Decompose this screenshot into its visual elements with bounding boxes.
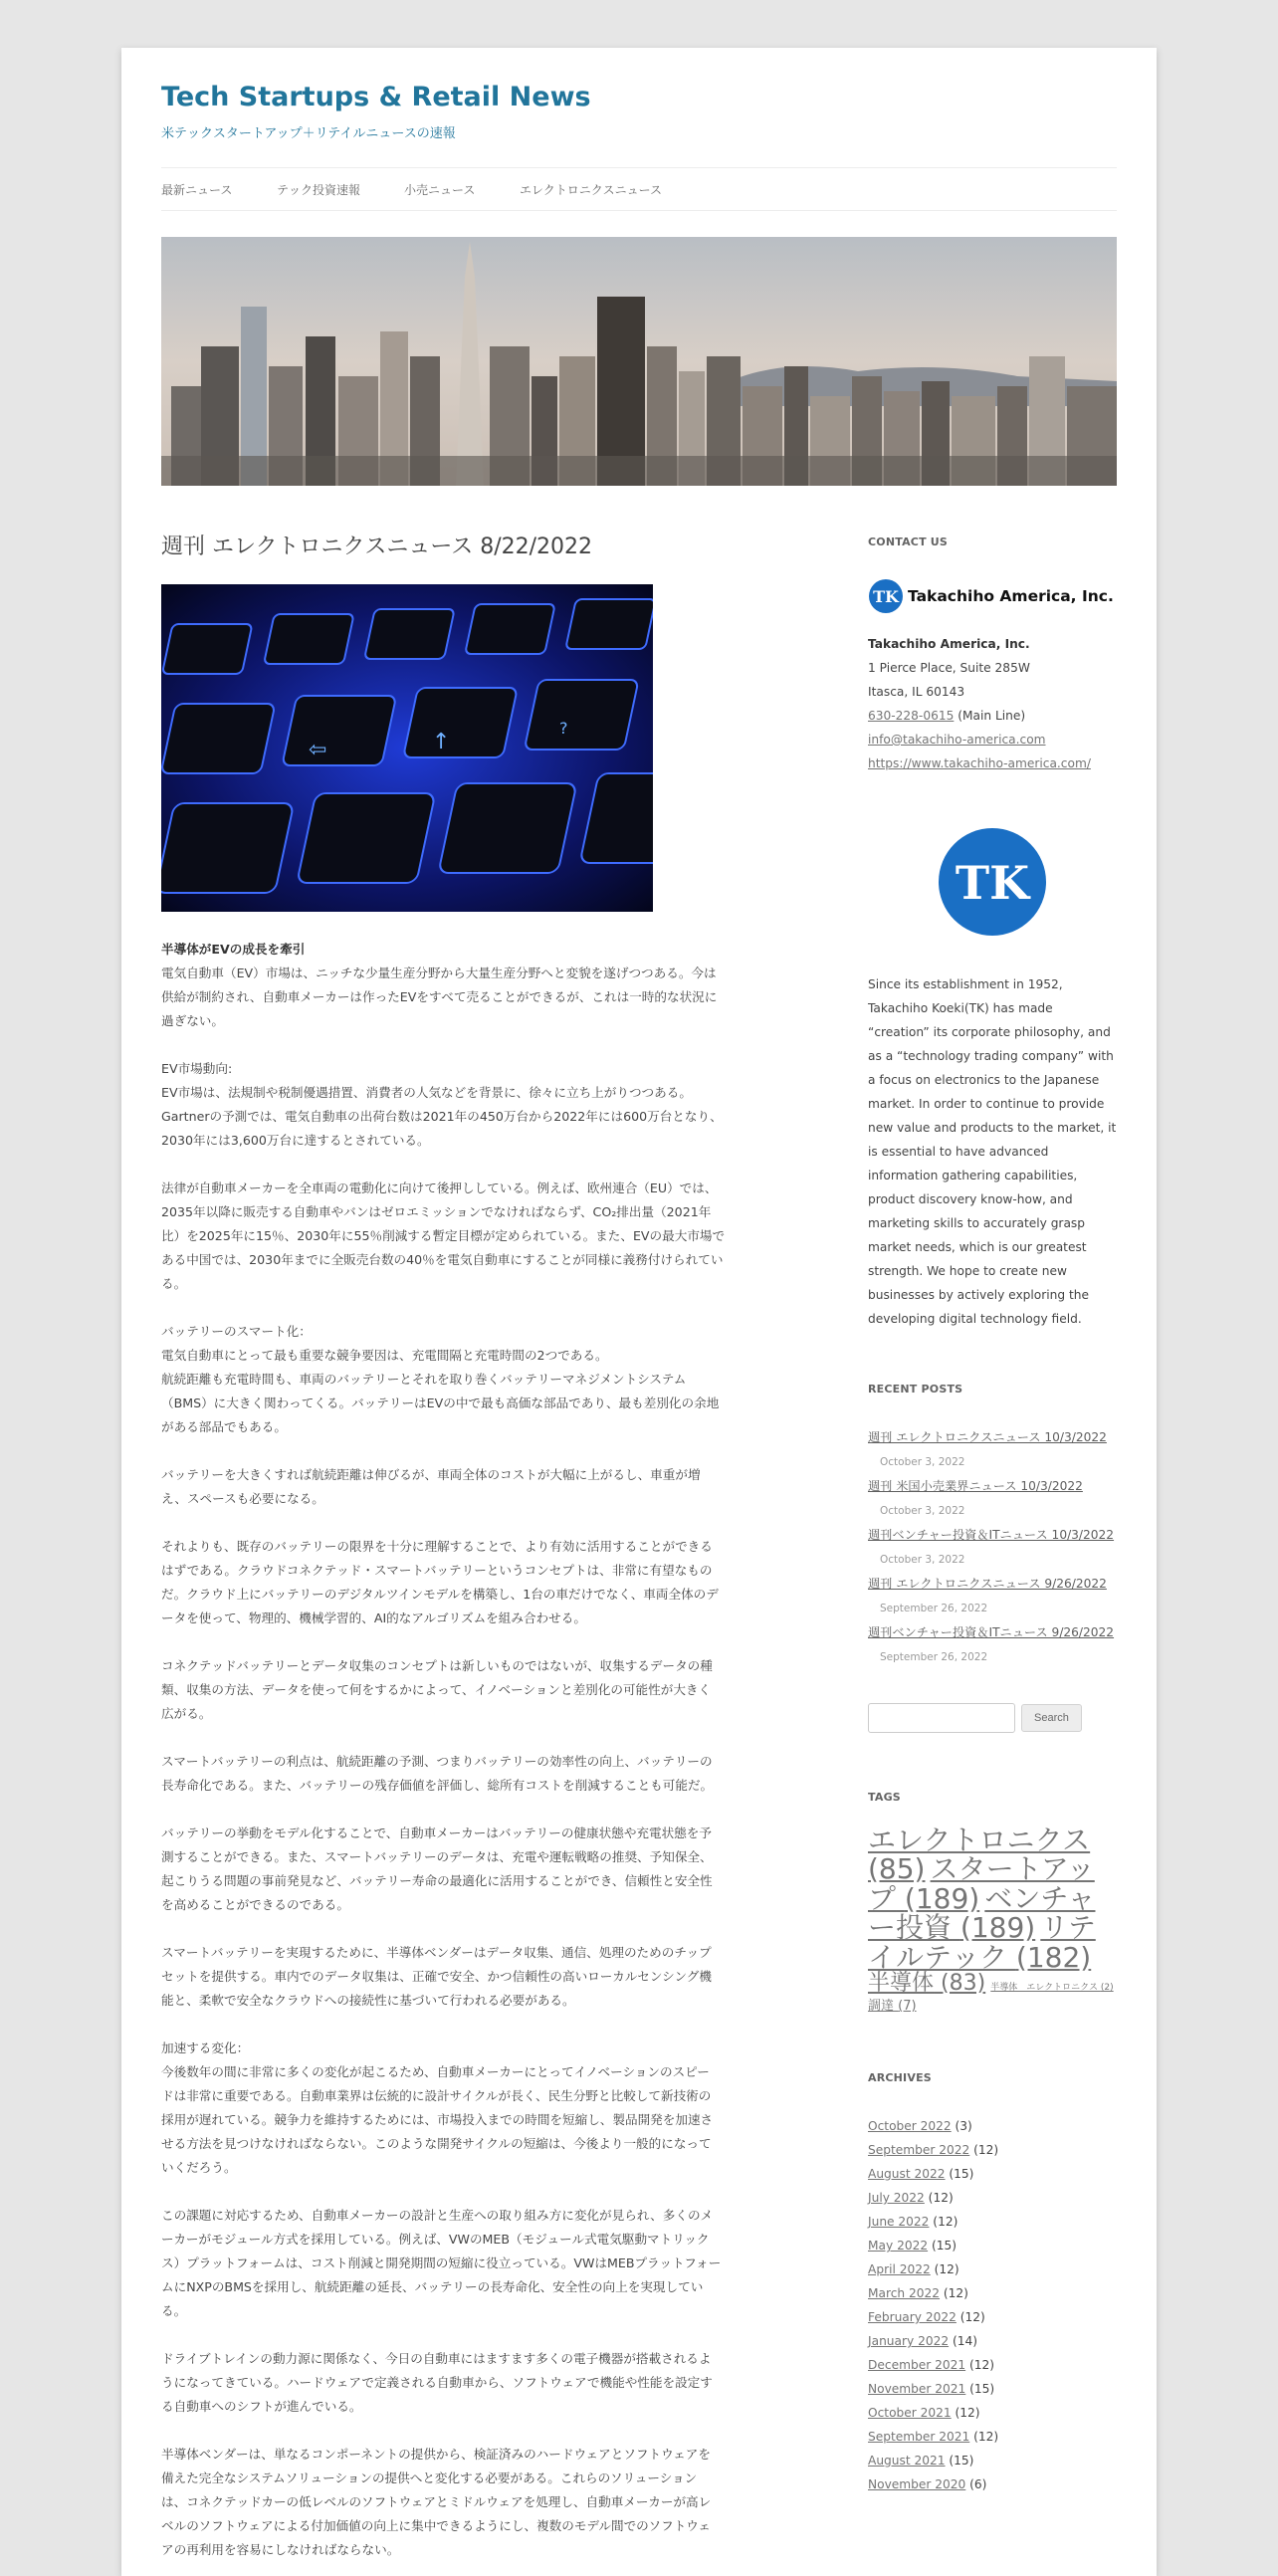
- article-paragraph: [161, 2443, 784, 2562]
- contact-email-line: [868, 728, 1117, 751]
- recent-post-date: September 26, 2022: [880, 1603, 988, 1614]
- archive-count: (12): [930, 2262, 959, 2277]
- archive-count: (12): [940, 2286, 968, 2301]
- archive-link[interactable]: February 2022: [868, 2310, 957, 2325]
- article-text: 半導体ベンダーは、単なるコンポーネントの提供から、検証済みのハードウェアとソフトウェアを 備えた完全なシステムソリューションの提供へと変化する必要がある。これらのソリューション は、コネクテッドカーの低レベルのソフトウェアとミドルウェアを処理し、自動車メーカーが高レ ベルのソフトウェアによる付加価値の向上に集中できるようにし、複数のモデル間でのソフトウェ アの再利用を容易にしなければならない。: [161, 2446, 712, 2557]
- tk-logo-icon: [868, 578, 904, 614]
- contact-logo: [868, 578, 1117, 614]
- archive-link[interactable]: November 2020: [868, 2477, 966, 2492]
- archive-item: [868, 2449, 1117, 2472]
- header-skyline-image: [161, 237, 1117, 486]
- nav-item-retail[interactable]: 小売ニュース: [404, 183, 476, 197]
- tk-large-logo: [868, 827, 1117, 937]
- archive-link[interactable]: September 2022: [868, 2143, 970, 2158]
- article-paragraph: [161, 2347, 784, 2419]
- article-subheading: 半導体がEVの成長を牽引: [161, 941, 306, 957]
- archive-count: (12): [929, 2215, 958, 2230]
- contact-phone-link[interactable]: 630-228-0615: [868, 709, 955, 723]
- sidebar: [868, 536, 1117, 2496]
- article-text: それよりも、既存のバッテリーの限界を十分に理解することで、より有効に活用することができる はずである。クラウドコネクテッド・スマートバッテリーというコンセプトは、非常に有望なもの だ。クラウド上にバッテリーのデジタルツインモデルを構築し、1台の車だけでなく、車両全体のデ ータを使って、物理的、機械学習的、AI的なアルゴリズムを組み合わせる。: [161, 1538, 719, 1625]
- archive-count: (12): [969, 2143, 999, 2158]
- archive-link[interactable]: October 2022: [868, 2119, 952, 2134]
- article-paragraph: [161, 2037, 784, 2180]
- tag-label: エレクトロニクス: [868, 1824, 1091, 1856]
- search-button[interactable]: Search: [1021, 1704, 1082, 1732]
- recent-post-link[interactable]: 週刊ベンチャー投資＆ITニュース 10/3/2022: [868, 1528, 1115, 1542]
- archive-item: [868, 2353, 1117, 2377]
- archive-link[interactable]: October 2021: [868, 2406, 952, 2421]
- archive-item: [868, 2138, 1117, 2162]
- contact-url-link[interactable]: https://www.takachiho-america.com/: [868, 756, 1091, 770]
- archive-item: [868, 2281, 1117, 2305]
- recent-post-item: [868, 1523, 1117, 1572]
- archive-count: (15): [945, 2454, 974, 2469]
- archive-item: [868, 2210, 1117, 2234]
- site-title[interactable]: Tech Startups & Retail News: [161, 82, 591, 112]
- archive-item: [868, 2472, 1117, 2496]
- tag-count: (85): [868, 1852, 926, 1886]
- article-paragraph: [161, 1535, 784, 1630]
- archive-link[interactable]: July 2022: [868, 2191, 925, 2206]
- recent-post-item: [868, 1620, 1117, 1669]
- article-text: EV市場動向: EV市場は、法規制や税制優遇措置、消費者の人気などを背景に、徐々に立ち上がりつつある。 Gartnerの予測では、電気自動車の出荷台数は2021年の450万台から2022年には600万台となり、 2030年には3,600万台に達するとされている。: [161, 1060, 723, 1148]
- article-text: 電気自動車（EV）市場は、ニッチな少量生産分野から大量生産分野へと変貌を遂げつつある。今は 供給が制約され、自動車メーカーは作ったEVをすべて売ることができるが、これは一時的な状況に 過ぎない。: [161, 965, 718, 1028]
- archive-count: (12): [956, 2310, 985, 2325]
- article-paragraph: [161, 938, 784, 1033]
- svg-text:⇦: ⇦: [309, 737, 327, 762]
- article: [161, 534, 784, 2576]
- article-text: スマートバッテリーの利点は、航続距離の予測、つまりバッテリーの効率性の向上、バッテリーの 長寿命化である。また、バッテリーの残存価値を評価し、総所有コストを削減することも可能だ。: [161, 1753, 714, 1793]
- tag-link[interactable]: [990, 1983, 1113, 1993]
- recent-post-link[interactable]: 週刊ベンチャー投資＆ITニュース 9/26/2022: [868, 1625, 1115, 1639]
- article-paragraph: [161, 1941, 784, 2013]
- company-about: Since its establishment in 1952, Takachiho Koeki(TK) has made “creation” its corporate philosophy, and as a “technology trading company” with a focus on electronics to the Japanese market. In order to continue to provide new value and products to the market, it is essential to have advanced information gathering capabilities, product discovery know-how, and marketing skills to accurately grasp market needs, which is our greatest strength. We hope to create new businesses by actively exploring the developing digital technology field.: [868, 977, 1117, 1326]
- archive-link[interactable]: May 2022: [868, 2239, 929, 2254]
- article-paragraph: [161, 1177, 784, 1296]
- tag-label: スタートアップ: [868, 1852, 1095, 1915]
- archive-count: (15): [928, 2239, 957, 2254]
- archive-link[interactable]: December 2021: [868, 2358, 966, 2373]
- contact-email-link[interactable]: info@takachiho-america.com: [868, 733, 1046, 747]
- archive-count: (12): [965, 2358, 994, 2373]
- archive-item: [868, 2186, 1117, 2210]
- svg-text:TK: TK: [955, 856, 1030, 910]
- recent-post-date: October 3, 2022: [880, 1554, 965, 1566]
- nav-item-electronics[interactable]: エレクトロニクスニュース: [520, 183, 663, 197]
- tag-count: (7): [898, 1999, 917, 2015]
- article-text: コネクテッドバッテリーとデータ収集のコンセプトは新しいものではないが、収集するデータの種 類、収集の方法、データを使って何をするかによって、イノベーションと差別化の可能性が大きく 広がる。: [161, 1657, 713, 1721]
- contact-address-2: Itasca, IL 60143: [868, 685, 965, 699]
- archive-count: (6): [965, 2477, 987, 2492]
- recent-post-date: October 3, 2022: [880, 1456, 965, 1468]
- main-nav: [161, 167, 1117, 211]
- recent-post-item: [868, 1474, 1117, 1523]
- featured-keyboard-image: [161, 584, 653, 912]
- archive-link[interactable]: March 2022: [868, 2286, 941, 2301]
- article-text: バッテリーの挙動をモデル化することで、自動車メーカーはバッテリーの健康状態や充電状態を予 測することができる。また、スマートバッテリーのデータは、充電や運転戦略の推奨、予知保全、 起こりうる問題の事前発見など、バッテリー寿命の最適化に活用することができ、信頼性と安全性 を高めることができるのである。: [161, 1825, 713, 1912]
- article-paragraph: [161, 1057, 784, 1153]
- contact-widget-title: CONTACT US: [868, 536, 949, 548]
- article-text: 法律が自動車メーカーを全車両の電動化に向けて後押ししている。例えば、欧州連合（EU）では、 2035年以降に販売する自動車やバンはゼロエミッションでなければならず、CO₂排出量（2021年 比）を2025年に15％、2030年に55％削減する暫定目標が定められている。また、EVの最大市場で ある中国では、2030年までに全販売台数の40％を電気自動車にすることが同様に義務付けられてい る。: [161, 1180, 726, 1291]
- article-text: ドライブトレインの動力源に関係なく、今日の自動車にはますます多くの電子機器が搭載されるよ うになってきている。ハードウェアで定義される自動車から、ソフトウェアで機能や性能を設定す る自動車へのシフトが進んでいる。: [161, 2350, 713, 2414]
- tag-link[interactable]: [868, 1971, 985, 1996]
- contact-logo-text: Takachiho America, Inc.: [908, 587, 1114, 605]
- archive-link[interactable]: November 2021: [868, 2382, 966, 2397]
- svg-text:TK: TK: [873, 587, 899, 606]
- tag-cloud: [868, 1825, 1117, 2014]
- article-paragraph: [161, 2204, 784, 2323]
- archive-count: (14): [949, 2334, 977, 2349]
- article-text: 加速する変化： 今後数年の間に非常に多くの変化が起こるため、自動車メーカーにとってイノベーションのスピー ドは非常に重要である。自動車業界は伝統的に設計サイクルが長く、民生分野と比較して新技術の 採用が遅れている。競争力を維持するためには、市場投入までの時間を短縮し、製品開発を加速さ せる方法を見つけなければならない。このような開発サイクルの短縮は、今後より一般的になって いくだろう。: [161, 2039, 714, 2175]
- contact-address-1: 1 Pierce Place, Suite 285W: [868, 661, 1030, 675]
- archive-link[interactable]: August 2021: [868, 2454, 946, 2469]
- recent-posts-list: [868, 1425, 1117, 1669]
- tag-link[interactable]: [868, 1999, 917, 2014]
- recent-post-date: October 3, 2022: [880, 1505, 965, 1517]
- contact-phone-note: (Main Line): [954, 709, 1026, 723]
- archive-count: (15): [965, 2382, 995, 2397]
- contact-url-line: [868, 751, 1117, 775]
- archive-item: [868, 2257, 1117, 2281]
- svg-text:↑: ↑: [432, 729, 451, 754]
- archive-link[interactable]: June 2022: [868, 2215, 930, 2230]
- nav-item-tech-investment[interactable]: テック投資速報: [277, 183, 361, 197]
- page: [121, 48, 1157, 2576]
- svg-text:?: ?: [559, 718, 568, 738]
- site-description: 米テックスタートアップ＋リテイルニュースの速報: [161, 126, 456, 141]
- article-text: バッテリーを大きくすれば航続距離は伸びるが、車両全体のコストが大幅に上がるし、車重が増 え、スペースも必要になる。: [161, 1466, 701, 1506]
- tag-label: リテイルテック: [868, 1911, 1096, 1974]
- archive-link[interactable]: August 2022: [868, 2167, 946, 2182]
- article-paragraph: [161, 1463, 784, 1511]
- recent-post-date: September 26, 2022: [880, 1651, 988, 1663]
- article-text: バッテリーのスマート化： 電気自動車にとって最も重要な競争要因は、充電間隔と充電時間の2つである。 航続距離も充電時間も、車両のバッテリーとそれを取り巻くバッテリーマネジメントシステム （BMS）に大きく関わってくる。バッテリーはEVの中で最も高価な部品であり、最も差別化の余地 がある部品でもある。: [161, 1323, 720, 1434]
- tag-label: 調達: [868, 1999, 895, 2015]
- archive-item: [868, 2114, 1117, 2138]
- archives-list: [868, 2114, 1117, 2496]
- search-input[interactable]: [868, 1703, 1015, 1733]
- archive-item: [868, 2329, 1117, 2353]
- archive-item: [868, 2234, 1117, 2257]
- tag-count: (83): [941, 1970, 986, 1996]
- recent-post-item: [868, 1425, 1117, 1474]
- contact-name: Takachiho America, Inc.: [868, 637, 1030, 651]
- archive-count: (12): [951, 2406, 980, 2421]
- archive-item: [868, 2425, 1117, 2449]
- recent-post-link[interactable]: 週刊 米国小売業界ニュース 10/3/2022: [868, 1479, 1083, 1493]
- archive-item: [868, 2377, 1117, 2401]
- tag-label: 半導体 エレクトロニクス: [990, 1982, 1099, 1993]
- archives-title: ARCHIVES: [868, 2071, 932, 2085]
- recent-posts-title: RECENT POSTS: [868, 1383, 963, 1395]
- tag-count: (182): [1015, 1940, 1092, 1974]
- archive-link[interactable]: September 2021: [868, 2430, 970, 2445]
- article-text: スマートバッテリーを実現するために、半導体ベンダーはデータ収集、通信、処理のためのチップ セットを提供する。車内でのデータ収集は、正確で安全、かつ信頼性の高いローカルセンシング機 能と、柔軟で安全なクラウドへの接続性に基づいて行われる必要がある。: [161, 1944, 712, 2008]
- contact-phone-line: [868, 704, 1117, 728]
- tag-label: 半導体: [868, 1970, 935, 1996]
- tag-count: (189): [959, 1911, 1036, 1945]
- nav-item-latest[interactable]: 最新ニュース: [161, 183, 233, 197]
- article-text: この課題に対応するため、自動車メーカーの設計と生産への取り組み方に変化が見られ、多くのメ ーカーがモジュール方式を採用している。例えば、VWのMEB（モジュール式電気駆動マトリック ス）プラットフォームは、コスト削減と開発期間の短縮に役立っている。VWはMEBプラットフォー ムにNXPのBMSを採用し、航続距離の延長、バッテリーの長寿命化、安全性の向上を実現してい る。: [161, 2207, 722, 2318]
- article-paragraph: [161, 1750, 784, 1798]
- article-title: 週刊 エレクトロニクスニュース 8/22/2022: [161, 535, 593, 559]
- article-paragraph: [161, 1654, 784, 1726]
- archive-item: [868, 2162, 1117, 2186]
- recent-post-link[interactable]: 週刊 エレクトロニクスニュース 9/26/2022: [868, 1577, 1107, 1591]
- tag-label: ベンチャー投資: [868, 1881, 1096, 1945]
- article-body: [161, 938, 784, 2562]
- archive-count: (12): [924, 2191, 954, 2206]
- article-paragraph: [161, 1822, 784, 1917]
- tag-count: (189): [904, 1881, 980, 1915]
- recent-post-item: [868, 1572, 1117, 1620]
- archive-link[interactable]: January 2022: [868, 2334, 950, 2349]
- archive-count: (15): [945, 2167, 974, 2182]
- archive-item: [868, 2305, 1117, 2329]
- tag-count: (2): [1100, 1982, 1114, 1993]
- archive-count: (12): [969, 2430, 999, 2445]
- archive-link[interactable]: April 2022: [868, 2262, 931, 2277]
- archive-item: [868, 2401, 1117, 2425]
- recent-post-link[interactable]: 週刊 エレクトロニクスニュース 10/3/2022: [868, 1430, 1107, 1444]
- search-form: [868, 1703, 1117, 1733]
- tags-title: TAGS: [868, 1791, 901, 1804]
- archive-count: (3): [951, 2119, 972, 2134]
- article-paragraph: [161, 1320, 784, 1439]
